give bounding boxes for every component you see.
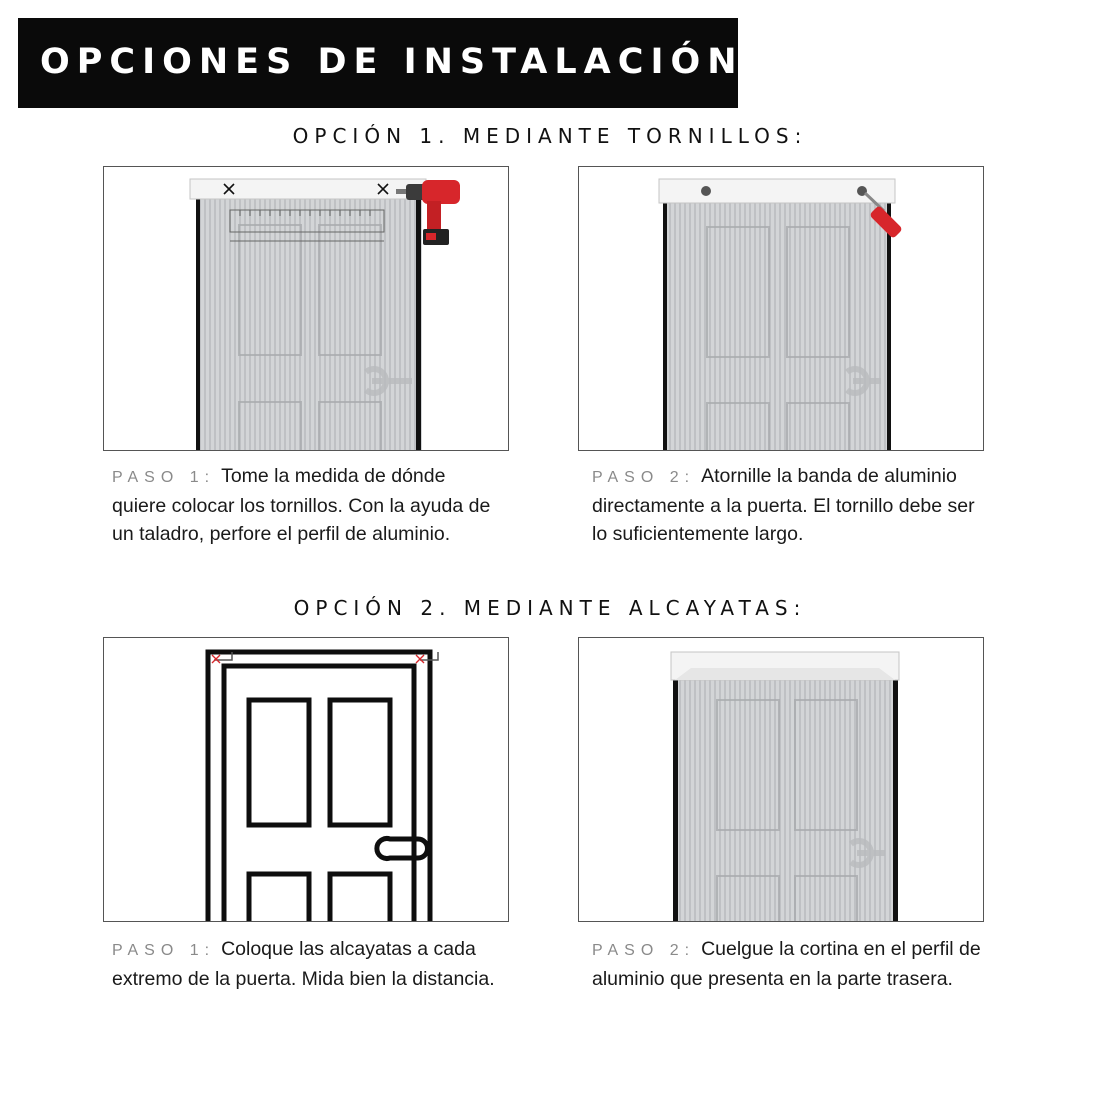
option1-step1-text <box>112 462 502 548</box>
option2-heading: OPCIÓN 2. MEDIANTE ALCAYATAS: <box>293 596 807 620</box>
page-title: OPCIONES DE INSTALACIÓN <box>40 42 744 82</box>
title-banner <box>18 18 744 108</box>
option2-step1-text <box>112 935 502 993</box>
option1-heading: OPCIÓN 1. MEDIANTE TORNILLOS: <box>292 124 808 148</box>
step-label: PASO 1: <box>112 469 216 486</box>
option1-step2-text <box>592 462 982 548</box>
aluminium-profile <box>190 179 426 199</box>
step-description: Tome la medida de dónde quiere colocar los tornillos. Con la ayuda de un taladro, perfore el perfil de aluminio. <box>112 465 491 545</box>
step-description: Coloque las alcayatas a cada extremo de la puerta. Mida bien la distancia. <box>112 938 495 990</box>
curtain-icon <box>663 195 891 451</box>
door-icon <box>208 652 430 922</box>
step-description: Atornille la banda de aluminio directamente a la puerta. El tornillo debe ser lo suficientemente largo. <box>592 465 975 545</box>
option2-step2-illustration <box>578 637 984 922</box>
profile-shadow <box>675 668 895 680</box>
curtain-icon <box>673 674 898 922</box>
step-label: PASO 2: <box>592 469 696 486</box>
option2-step2-text <box>592 935 982 993</box>
step-label: PASO 2: <box>592 942 696 959</box>
step-label: PASO 1: <box>112 942 216 959</box>
x-mark-icon <box>212 655 424 663</box>
option2-step1-illustration <box>103 637 509 922</box>
option1-step2-illustration <box>578 166 984 451</box>
option1-step1-illustration <box>103 166 509 451</box>
step-description: Cuelgue la cortina en el perfil de aluminio que presenta en la parte trasera. <box>592 938 981 990</box>
